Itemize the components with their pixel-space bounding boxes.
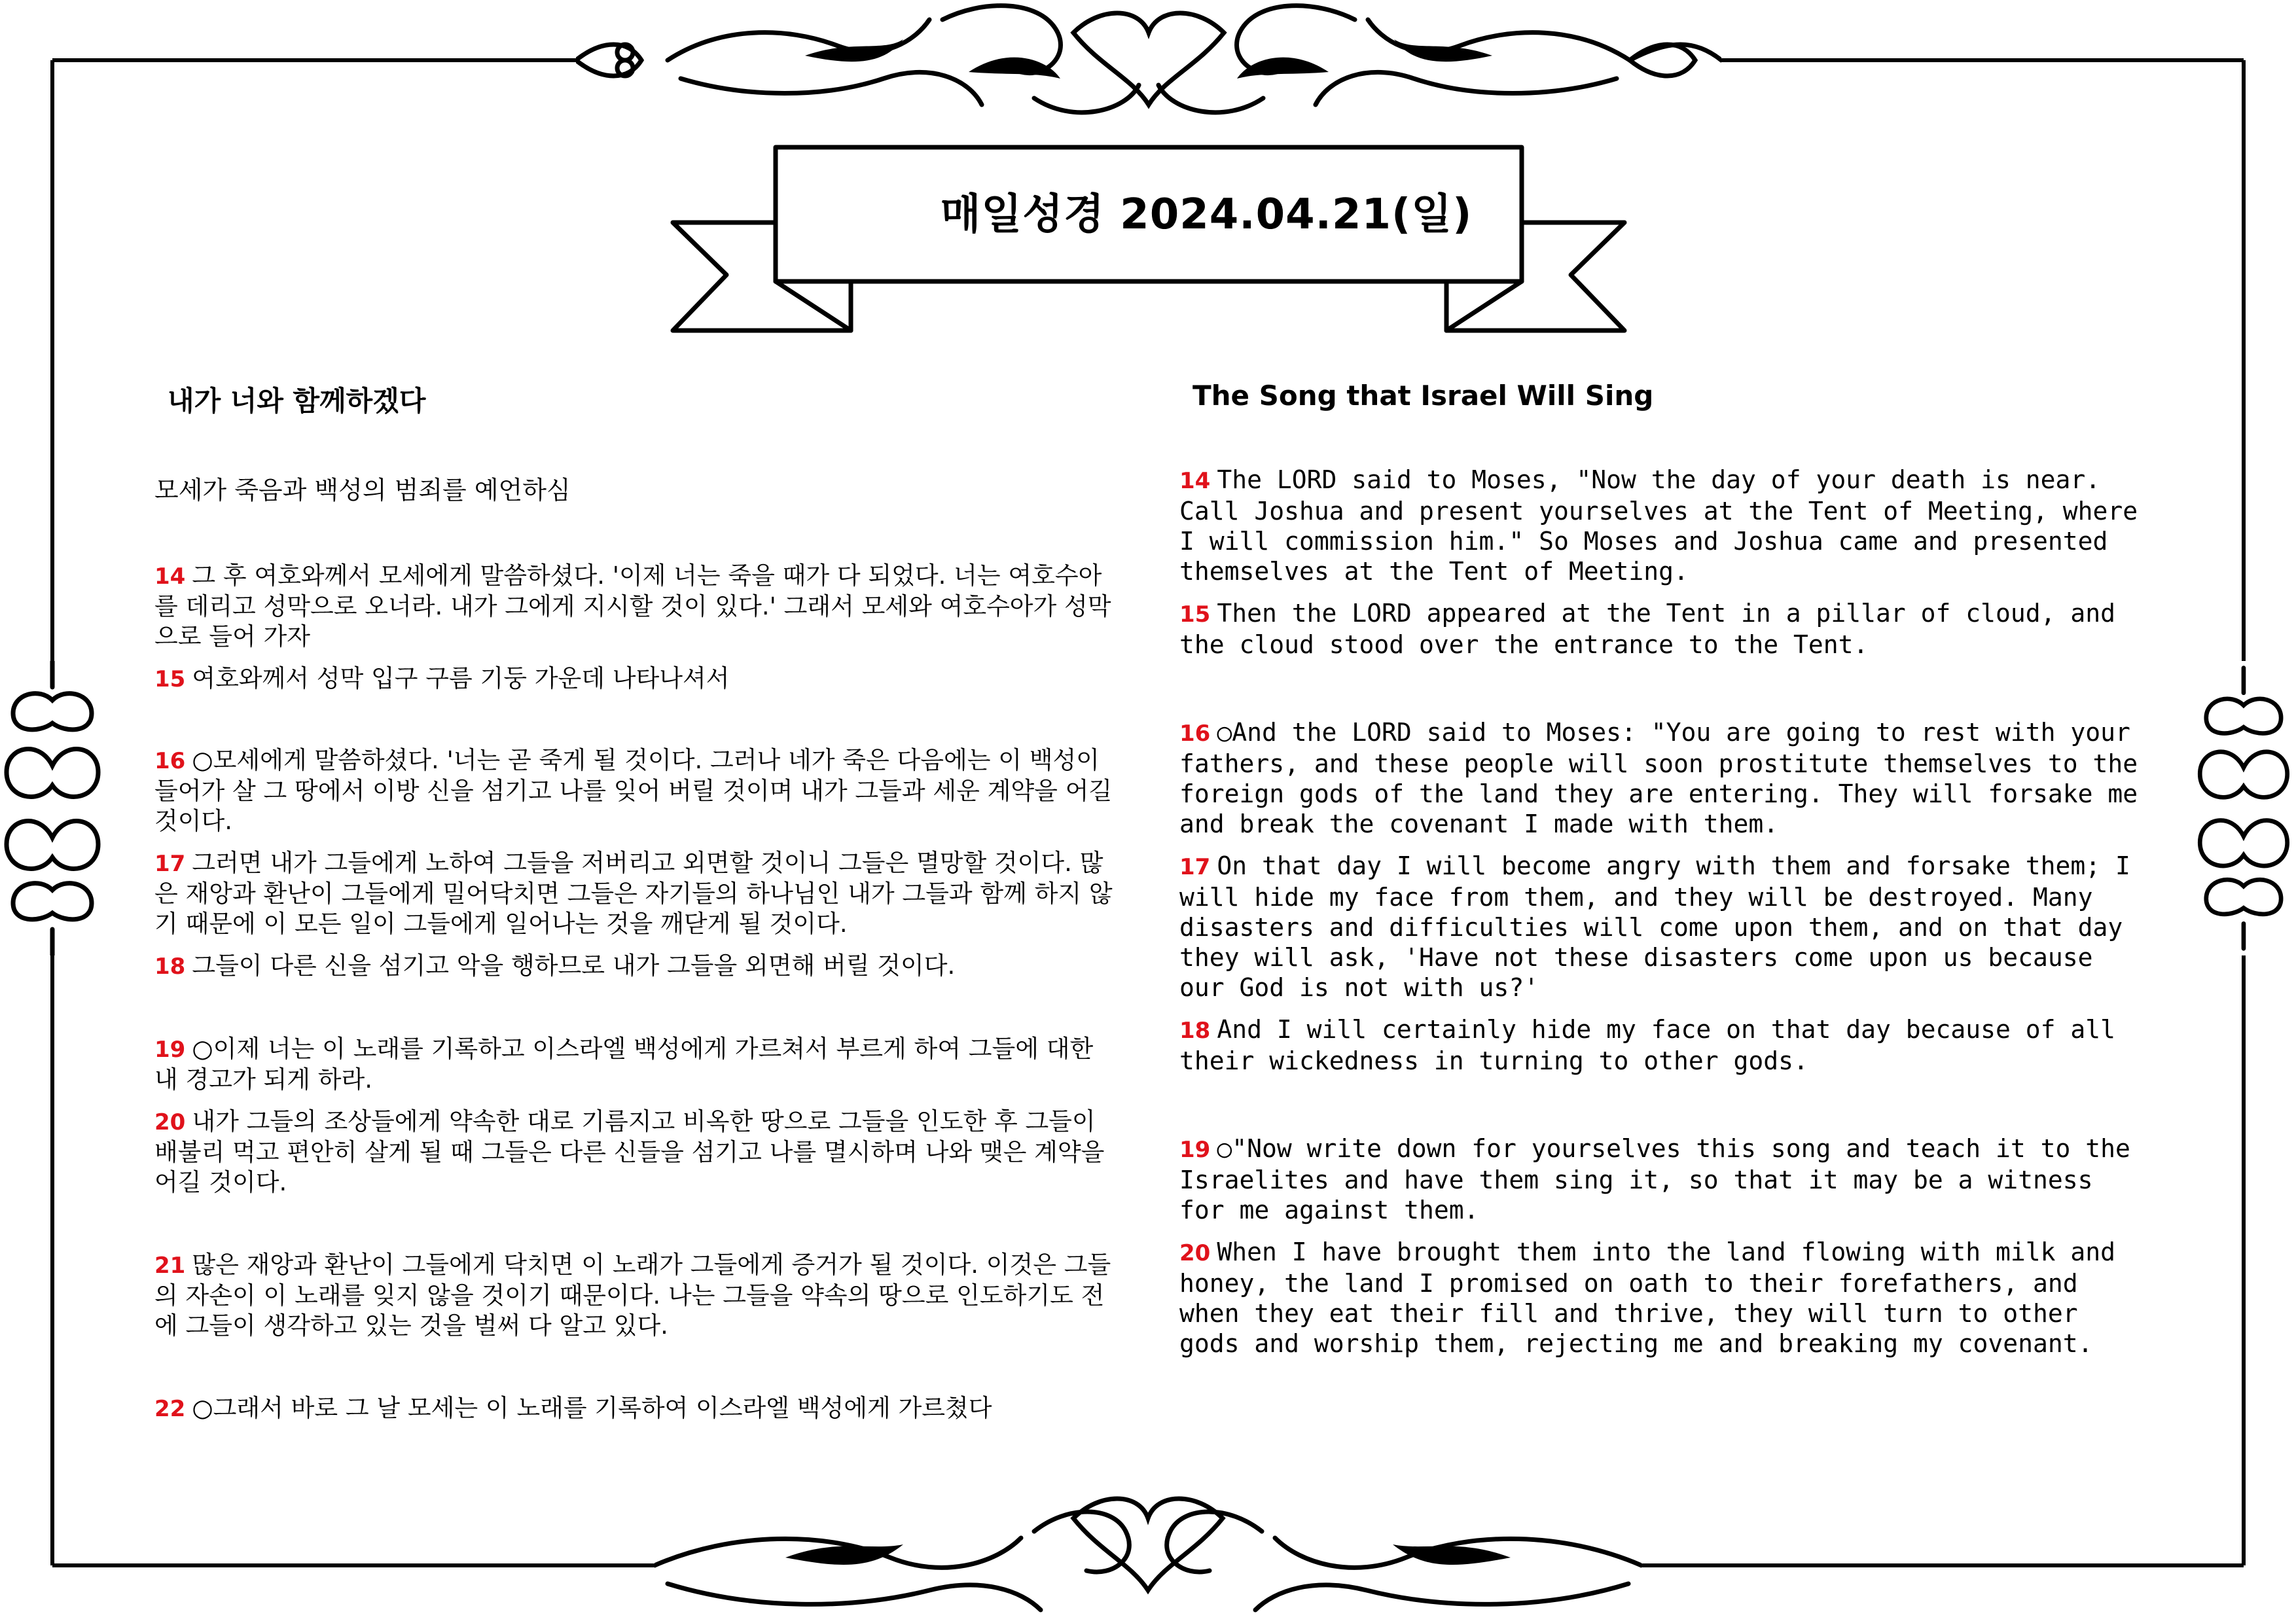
- verse-text: 그들이 다른 신을 섬기고 악을 행하므로 내가 그들을 외면해 버릴 것이다.: [192, 952, 956, 980]
- korean-subtitle: 모세가 죽음과 백성의 범죄를 예언하심: [154, 476, 571, 505]
- verse-number: 22: [154, 1396, 186, 1422]
- verse-19: [154, 1034, 1117, 1095]
- verse-text: 여호와께서 성막 입구 구름 기둥 가운데 나타나셔서: [192, 664, 730, 692]
- verse-number: 17: [154, 851, 186, 877]
- verse-number: 18: [1179, 1018, 1211, 1044]
- verse-number: 19: [1179, 1137, 1211, 1163]
- english-section-title: The Song that Israel Will Sing: [1193, 380, 1654, 412]
- verse-text: Then the LORD appeared at the Tent in a pillar of cloud, and the cloud stood over the entrance to the Tent.: [1179, 599, 2116, 659]
- page-title: 매일성경 2024.04.21(일): [940, 190, 1473, 239]
- verse-text: 그 후 여호와께서 모세에게 말씀하셨다. '이제 너는 죽을 때가 다 되었다. 너는 여호수아를 데리고 성막으로 오너라. 내가 그에게 지시할 것이 있다.' 그래서 모세와 여호수아가 성막으로 들어 가자: [154, 562, 1111, 651]
- verse-number: 14: [154, 563, 186, 590]
- verse-text: ○그래서 바로 그 날 모세는 이 노래를 기록하여 이스라엘 백성에게 가르쳤다: [192, 1394, 992, 1422]
- korean-column: [154, 366, 1117, 1436]
- english-verse-list: [1179, 465, 2142, 1359]
- verse-14: [1179, 465, 2142, 586]
- verse-16: [154, 745, 1117, 836]
- verse-text: 많은 재앙과 환난이 그들에게 닥치면 이 노래가 그들에게 증거가 될 것이다. 이것은 그들의 자손이 이 노래를 잊지 않을 것이기 때문이다. 나는 그들을 약속의 땅으로 인도하기도 전에 그들이 생각하고 있는 것을 벌써 다 알고 있다.: [154, 1251, 1111, 1340]
- verse-text: 내가 그들의 조상들에게 약속한 대로 기름지고 비옥한 땅으로 그들을 인도한 후 그들이 배불리 먹고 편안히 살게 될 때 그들은 다른 신들을 섬기고 나를 멸시하며 나와 맺은 계약을 어길 것이다.: [154, 1107, 1105, 1196]
- verse-17: [154, 848, 1117, 939]
- verse-17: [1179, 851, 2142, 1003]
- verse-15: [154, 664, 1117, 694]
- verse-number: 18: [154, 954, 186, 980]
- verse-number: 16: [1179, 721, 1211, 747]
- top-scroll-ornament: [576, 0, 1721, 131]
- verse-20: [1179, 1237, 2142, 1359]
- verse-18: [154, 951, 1117, 982]
- verse-text: 그러면 내가 그들에게 노하여 그들을 저버리고 외면할 것이니 그들은 멸망할 것이다. 많은 재앙과 환난이 그들에게 밀어닥치면 그들은 자기들의 하나님인 내가 그들과 함께 하지 않기 때문에 이 모든 일이 그들에게 일어나는 것을 깨닫게 될 것이다.: [154, 849, 1113, 938]
- verse-20: [154, 1107, 1117, 1198]
- verse-number: 16: [154, 748, 186, 774]
- verse-number: 20: [154, 1109, 186, 1135]
- verse-number: 14: [1179, 468, 1211, 494]
- verse-text: When I have brought them into the land flowing with milk and honey, the land I promised on oath to their forefathers, and when they eat their fill and thrive, they will turn to other gods and worship them, rejecting me and breaking my covenant.: [1179, 1238, 2116, 1358]
- left-side-ornament: [0, 661, 111, 955]
- verse-number: 17: [1179, 854, 1211, 880]
- korean-section-title: 내가 너와 함께하겠다: [168, 385, 426, 417]
- verse-text: ○이제 너는 이 노래를 기록하고 이스라엘 백성에게 가르쳐서 부르게 하여 그들에 대한 내 경고가 되게 하라.: [154, 1035, 1094, 1094]
- verse-text: The LORD said to Moses, "Now the day of your death is near. Call Joshua and present yourselves at the Tent of Meeting, where I will commission him." So Moses and Joshua came and presented themselves at the Tent of Meeting.: [1179, 465, 2138, 586]
- verse-14: [154, 561, 1117, 652]
- right-side-ornament: [2190, 661, 2296, 955]
- verse-text: ○모세에게 말씀하셨다. '너는 곧 죽게 될 것이다. 그러나 네가 죽은 다음에는 이 백성이 들어가 살 그 땅에서 이방 신을 섬기고 나를 잊어 버릴 것이며 내가 그들과 세운 계약을 어길 것이다.: [154, 746, 1113, 835]
- verse-15: [1179, 598, 2142, 660]
- verse-number: 15: [1179, 601, 1211, 628]
- verse-number: 20: [1179, 1240, 1211, 1266]
- bottom-scroll-ornament: [655, 1492, 1641, 1623]
- verse-19: [1179, 1133, 2142, 1225]
- verse-text: And I will certainly hide my face on that day because of all their wickedness in turning to other gods.: [1179, 1015, 2116, 1075]
- english-column: [1179, 366, 2142, 1370]
- verse-18: [1179, 1014, 2142, 1076]
- verse-number: 19: [154, 1037, 186, 1063]
- verse-22: [154, 1393, 1117, 1424]
- verse-16: [1179, 717, 2142, 839]
- korean-verse-list: [154, 561, 1117, 1424]
- verse-number: 15: [154, 666, 186, 692]
- verse-21: [154, 1250, 1117, 1341]
- verse-text: On that day I will become angry with them and forsake them; I will hide my face from them, and they will be destroyed. Many disasters and difficulties will come upon them, and on that day they will ask, 'Have not these disasters come upon us because our God is not with us?': [1179, 851, 2130, 1002]
- verse-text: ○And the LORD said to Moses: "You are going to rest with your fathers, and these people will soon prostitute themselves to the foreign gods of the land they are entering. They will forsake me and break the covenant I made with them.: [1179, 718, 2138, 838]
- verse-text: ○"Now write down for yourselves this song and teach it to the Israelites and have them sing it, so that it may be a witness for me against them.: [1179, 1134, 2130, 1224]
- verse-number: 21: [154, 1253, 186, 1279]
